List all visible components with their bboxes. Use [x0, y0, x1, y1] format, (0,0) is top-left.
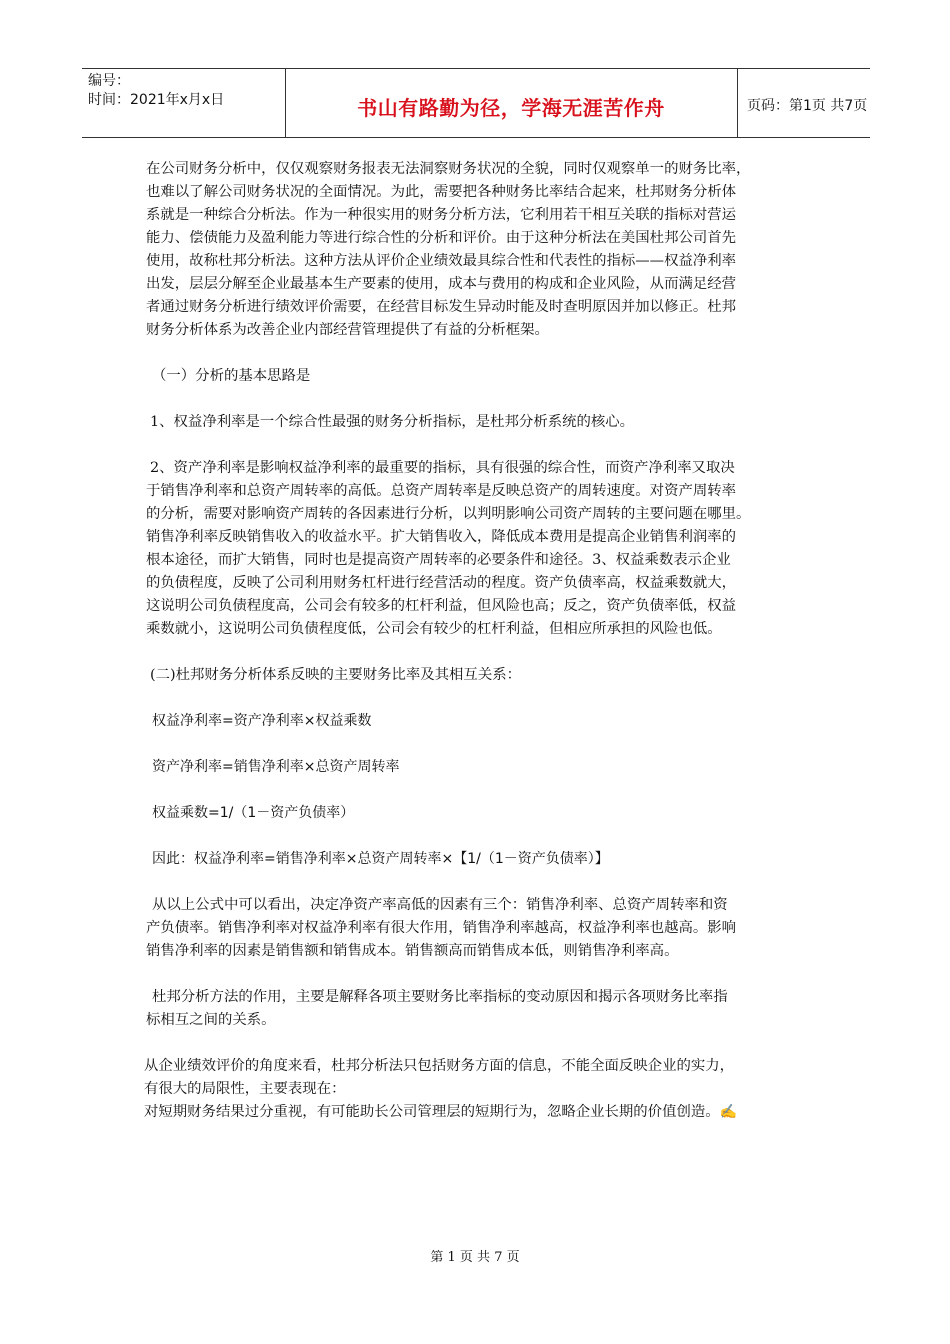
- document-number-label: 编号：: [88, 73, 130, 89]
- pen-icon: ✍: [719, 1104, 738, 1120]
- header-motto: 书山有路勤为径，学海无涯苦作舟: [357, 96, 665, 120]
- text-line: 的分析，需要对影响资产周转的各因素进行分析，以判明影响公司资产周转的主要问题在哪里。: [146, 506, 751, 522]
- text-line: 在公司财务分析中，仅仅观察财务报表无法洞察财务状况的全貌，同时仅观察单一的财务比率，: [146, 161, 751, 177]
- text-line: 杜邦分析方法的作用，主要是解释各项主要财务比率指标的变动原因和揭示各项财务比率指: [152, 989, 728, 1005]
- page-footer: 第 1 页 共 7 页: [430, 1250, 520, 1265]
- text-line: 对短期财务结果过分重视，有可能助长公司管理层的短期行为，忽略企业长期的价值创造。: [144, 1104, 720, 1120]
- text-line: 系就是一种综合分析法。作为一种很实用的财务分析方法，它利用若干相互关联的指标对营运: [146, 207, 737, 223]
- text-line: 使用，故称杜邦分析法。这种方法从评价企业绩效最具综合性和代表性的指标——权益净利率: [146, 253, 737, 269]
- paragraph-formula-conclusion: [146, 894, 808, 963]
- text-line: 能力、偿债能力及盈利能力等进行综合性的分析和评价。由于这种分析法在美国杜邦公司首先: [146, 230, 737, 246]
- document-body: [146, 158, 808, 1124]
- text-line: 这说明公司负债程度高，公司会有较多的杠杆利益，但风险也高；反之，资产负债率低，权益: [146, 598, 737, 614]
- text-line: 标相互之间的关系。: [146, 1012, 276, 1028]
- formula-combined: 因此：权益净利率=销售净利率×总资产周转率×【1/（1－资产负债率）】: [152, 851, 609, 867]
- paragraph-point-2: [146, 457, 808, 641]
- text-line: 产负债率。销售净利率对权益净利率有很大作用，销售净利率越高，权益净利率也越高。影响: [146, 920, 737, 936]
- text-line: 2、资产净利率是影响权益净利率的最重要的指标，具有很强的综合性，而资产净利率又取决: [150, 460, 735, 476]
- text-line: 从企业绩效评价的角度来看，杜邦分析法只包括财务方面的信息，不能全面反映企业的实力，: [144, 1058, 735, 1074]
- section-heading-ratios: (二)杜邦财务分析体系反映的主要财务比率及其相互关系：: [150, 667, 521, 683]
- text-line: 也难以了解公司财务状况的全面情况。为此，需要把各种财务比率结合起来，杜邦财务分析体: [146, 184, 737, 200]
- document-date-label: 时间：2021年x月x日: [88, 92, 225, 108]
- formula-roe: 权益净利率=资产净利率×权益乘数: [152, 713, 372, 729]
- text-line: 出发，层层分解至企业最基本生产要素的使用，成本与费用的构成和企业风险，从而满足经营: [146, 276, 737, 292]
- section-heading-basic-idea: （一）分析的基本思路是: [152, 368, 311, 384]
- paragraph-dupont-purpose: [146, 986, 808, 1032]
- text-line: 于销售净利率和总资产周转率的高低。总资产周转率是反映总资产的周转速度。对资产周转率: [146, 483, 737, 499]
- header-page-cell: [737, 69, 870, 137]
- text-line: 根本途径，而扩大销售，同时也是提高资产周转率的必要条件和途径。3、权益乘数表示企业: [146, 552, 731, 568]
- text-line: 者通过财务分析进行绩效评价需要，在经营目标发生异动时能及时查明原因并加以修正。杜邦: [146, 299, 737, 315]
- text-line: 乘数就小，这说明公司负债程度低，公司会有较少的杠杆利益，但相应所承担的风险也低。: [146, 621, 722, 637]
- text-line: 销售净利率的因素是销售额和销售成本。销售额高而销售成本低，则销售净利率高。: [146, 943, 679, 959]
- header-motto-cell: [285, 69, 738, 137]
- paragraph-limitations: [144, 1055, 808, 1124]
- header-meta-cell: [82, 69, 286, 137]
- paragraph-point-1: 1、权益净利率是一个综合性最强的财务分析指标，是杜邦分析系统的核心。: [150, 414, 635, 430]
- header-page-code: 页码：第1页 共7页: [747, 98, 868, 114]
- text-line: 财务分析体系为改善企业内部经营管理提供了有益的分析框架。: [146, 322, 549, 338]
- text-line: 销售净利率反映销售收入的收益水平。扩大销售收入，降低成本费用是提高企业销售利润率的: [146, 529, 737, 545]
- formula-roa: 资产净利率=销售净利率×总资产周转率: [152, 759, 400, 775]
- text-line: 有很大的局限性，主要表现在：: [144, 1081, 346, 1097]
- paragraph-intro: [146, 158, 808, 342]
- text-line: 从以上公式中可以看出，决定净资产率高低的因素有三个：销售净利率、总资产周转率和资: [152, 897, 728, 913]
- text-line: 的负债程度，反映了公司利用财务杠杆进行经营活动的程度。资产负债率高，权益乘数就大，: [146, 575, 737, 591]
- formula-equity-multiplier: 权益乘数=1/（1－资产负债率）: [152, 805, 355, 821]
- page-header: [82, 68, 870, 138]
